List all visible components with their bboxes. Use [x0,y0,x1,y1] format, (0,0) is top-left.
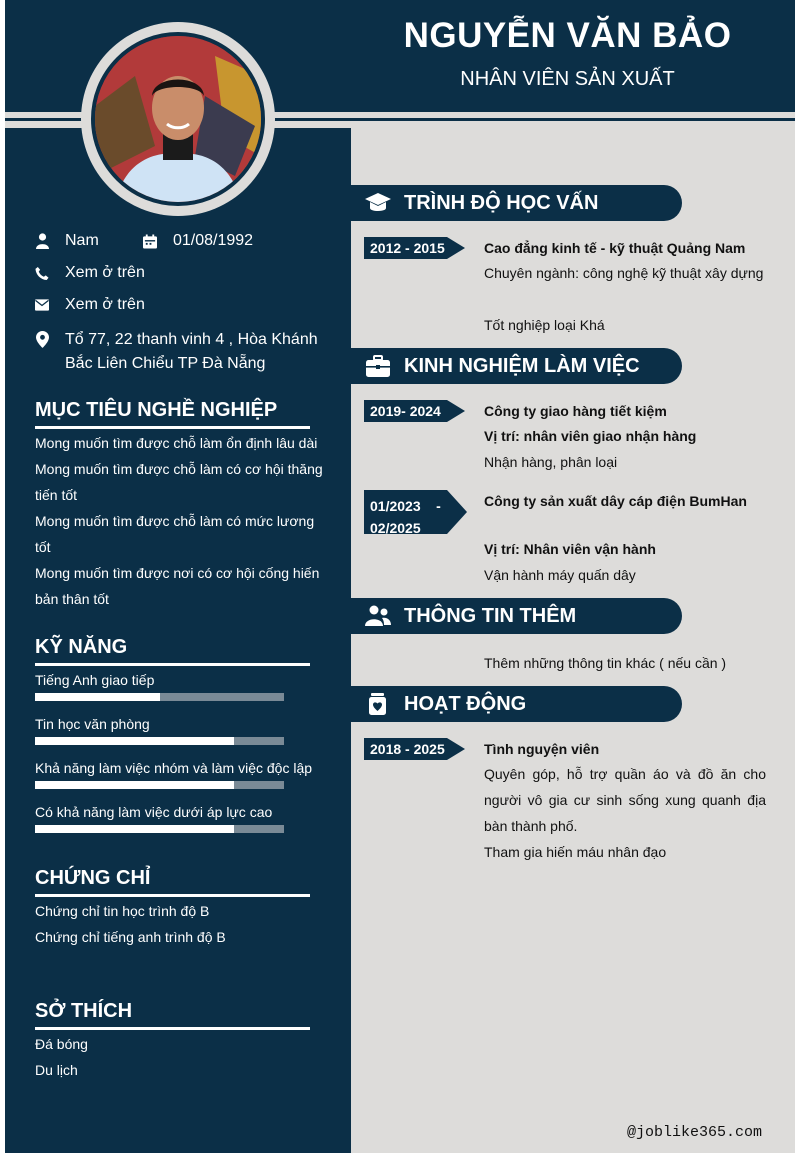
education-date: 2012 - 2015 [370,240,445,256]
gender-row [35,232,99,250]
job-description: Vận hành máy quấn dây [484,567,636,583]
job-date-tag [364,400,447,422]
email-value: Xem ở trên [65,296,145,313]
skill-bar-fill [35,737,234,745]
graduation-cap-icon [365,191,391,215]
skill-label: Tiếng Anh giao tiếp [35,672,155,688]
skill-label: Có khả năng làm việc dưới áp lực cao [35,804,273,820]
address-row [35,328,318,376]
skills-underline [35,663,310,666]
phone-value: Xem ở trên [65,264,145,281]
skill-label: Khả năng làm việc nhóm và làm việc độc lập [35,760,313,776]
activity-name: Tình nguyện viên [484,741,600,757]
hobbies-underline [35,1027,310,1030]
job-position: Vị trí: Nhân viên vận hành [484,541,656,557]
objective-item: Mong muốn tìm được chỗ làm có mức lương tốt [35,513,315,555]
job-company: Công ty giao hàng tiết kiệm [484,403,667,419]
extra-band [351,598,682,634]
activities-band [351,686,682,722]
heart-jar-icon [365,692,391,716]
dob-row [143,232,253,250]
phone-icon [35,265,49,281]
certificates-underline [35,894,310,897]
job-date: 2019- 2024 [370,403,441,419]
experience-title: KINH NGHIỆM LÀM VIỆC [404,355,640,377]
hobby-item: Đá bóng [35,1036,88,1052]
objective-underline [35,426,310,429]
address-line-2: Bắc Liên Chiểu TP Đà Nẵng [65,355,266,372]
skill-bar-fill [35,693,160,701]
education-grade: Tốt nghiệp loại Khá [484,317,605,333]
job-company: Công ty sản xuất dây cáp điện BumHan [484,493,747,509]
skill-bar [35,737,284,745]
job-description: Nhận hàng, phân loại [484,454,618,470]
education-title: TRÌNH ĐỘ HỌC VẤN [404,192,599,214]
extra-title: THÔNG TIN THÊM [404,605,577,627]
experience-band [351,348,682,384]
certificate-item: Chứng chỉ tin học trình độ B [35,903,210,919]
skill-bar [35,781,284,789]
objective-item: Mong muốn tìm được nơi có cơ hội cống hiến bản thân tốt [35,565,320,607]
skill-bar-fill [35,781,234,789]
skill-bar [35,825,284,833]
gender-value: Nam [65,232,99,249]
envelope-icon [35,297,49,313]
skills-title: KỸ NĂNG [35,636,128,658]
education-date-tag [364,237,447,259]
calendar-icon [143,233,157,249]
activity-date: 2018 - 2025 [370,741,445,757]
job-date-tag [364,490,447,534]
phone-row [35,264,145,282]
education-band [351,185,682,221]
certificates-title: CHỨNG CHỈ [35,867,151,889]
skill-bar [35,693,284,701]
person-icon [35,233,49,249]
sidebar [5,128,351,1153]
briefcase-icon [365,354,391,378]
users-icon [365,604,391,628]
objective-list [35,430,327,612]
education-major: Chuyên ngành: công nghệ kỹ thuật xây dựng [484,265,764,281]
candidate-role: NHÂN VIÊN SẢN XUẤT [460,68,675,90]
job-position: Vị trí: nhân viên giao nhận hàng [484,428,697,444]
candidate-name: NGUYỄN VĂN BẢO [403,16,732,55]
activity-date-tag [364,738,447,760]
objective-item: Mong muốn tìm được chỗ làm có cơ hội thăng tiến tốt [35,461,323,503]
hobbies-title: SỞ THÍCH [35,1000,133,1022]
job-date-start: 01/2023 - [370,498,441,514]
activity-description: Quyên góp, hỗ trợ quần áo và đồ ăn cho người vô gia cư sinh sống xung quanh địa bàn thành phố. [484,766,766,834]
skill-label: Tin học văn phòng [35,716,150,732]
email-row [35,296,145,314]
education-school: Cao đẳng kinh tế - kỹ thuật Quảng Nam [484,240,746,256]
objective-title: MỤC TIÊU NGHỀ NGHIỆP [35,399,278,421]
certificate-item: Chứng chỉ tiếng anh trình độ B [35,929,226,945]
activities-title: HOẠT ĐỘNG [404,693,527,715]
location-pin-icon [35,331,49,347]
skill-bar-fill [35,825,234,833]
objective-item: Mong muốn tìm được chỗ làm ổn định lâu dài [35,435,318,451]
hobby-item: Du lịch [35,1062,78,1078]
cv-page [5,0,795,1153]
avatar [91,32,265,206]
certificates-list [35,898,327,950]
footer-watermark: @joblike365.com [627,1124,763,1141]
hobbies-list [35,1031,327,1083]
dob-value: 01/08/1992 [173,232,254,249]
extra-text: Thêm những thông tin khác ( nếu cần ) [484,655,727,671]
activity-description-2: Tham gia hiến máu nhân đạo [484,844,667,860]
address-line-1: Tổ 77, 22 thanh vinh 4 , Hòa Khánh [65,331,318,348]
job-date-end: 02/2025 [370,520,421,536]
